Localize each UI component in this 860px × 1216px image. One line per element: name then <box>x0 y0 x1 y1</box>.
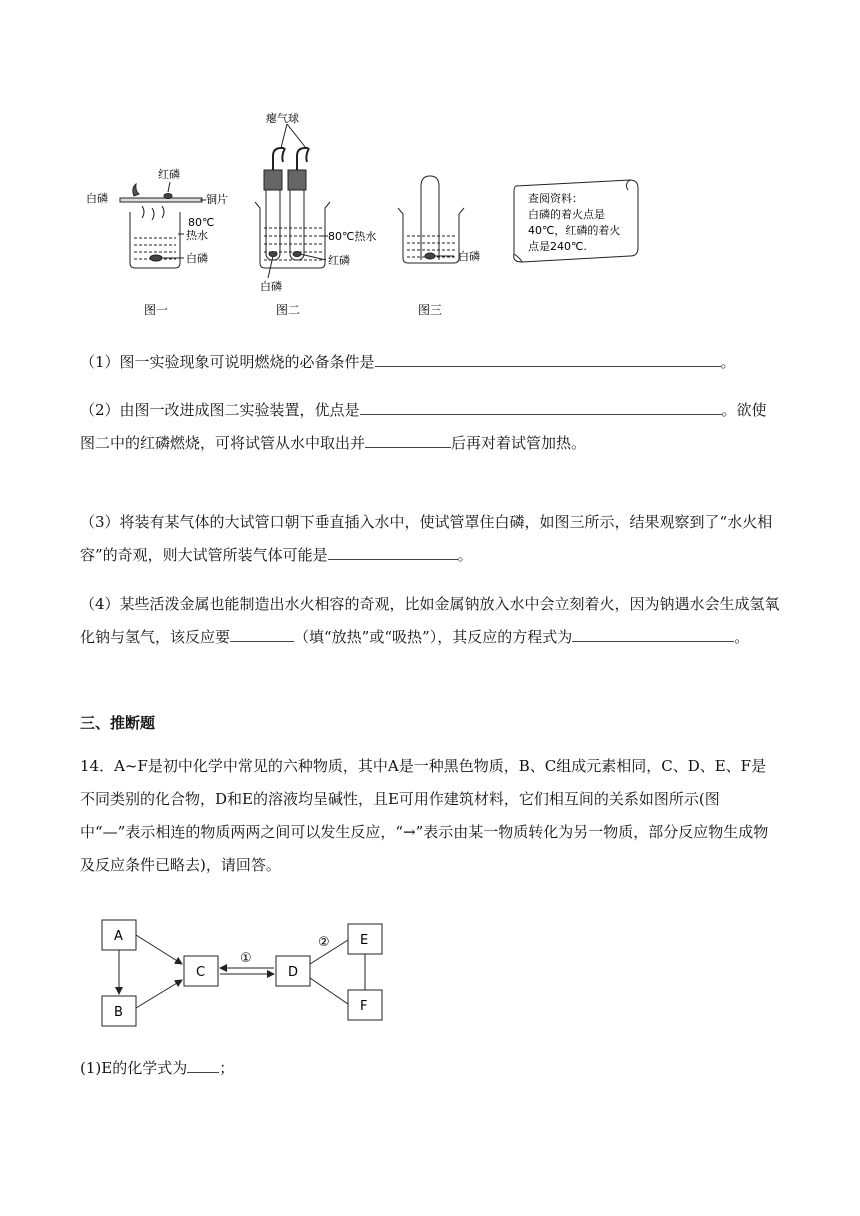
figure-three <box>398 176 464 263</box>
question-14 <box>80 750 780 882</box>
node-e-label: E <box>360 933 369 948</box>
reaction-mark-1: ① <box>240 951 252 966</box>
q1-end: 。 <box>720 353 736 371</box>
arrow-b-to-c <box>136 980 182 1008</box>
q14-sub1-end: ； <box>219 1059 235 1077</box>
section-heading: 三、推断题 <box>80 714 156 732</box>
question-14-sub-1 <box>80 1052 780 1085</box>
node-a-label: A <box>114 929 123 944</box>
reaction-mark-2: ② <box>318 935 330 950</box>
fig3-caption: 图三 <box>418 303 443 317</box>
scroll-line-4: 点是240℃. <box>528 240 587 253</box>
q2-part2: 。欲使图二中的红磷燃烧，可将试管从水中取出并 <box>80 401 767 452</box>
fig2-red-p-label: 红磷 <box>328 254 350 267</box>
arrow-a-to-c <box>136 935 182 964</box>
q3-end: 。 <box>457 546 473 564</box>
fig1-hot-water-label: 热水 <box>186 229 208 242</box>
fig1-white-p-label: 白磷 <box>86 192 108 205</box>
q3-text: （3）将装有某气体的大试管口朝下垂直插入水中，使试管罩住白磷，如图三所示，结果观察到了“水火相容”的奇观，则大试管所装气体可能是 <box>80 513 773 564</box>
q2-part1: （2）由图一改进成图二实验装置，优点是 <box>80 401 360 419</box>
q14-sub1-answer-blank[interactable] <box>187 1055 219 1073</box>
q1-answer-blank[interactable] <box>375 349 721 367</box>
q4-part2: （填“放热”或“吸热”），其反应的方程式为 <box>294 628 573 646</box>
scroll-line-3: 40℃，红磷的着火 <box>528 224 621 237</box>
question-3 <box>80 506 780 572</box>
node-b-label: B <box>114 1005 123 1020</box>
q14-sub1-text: (1)E的化学式为 <box>80 1059 188 1077</box>
link-d-f <box>310 978 348 1004</box>
q4-answer-blank-1[interactable] <box>230 624 294 642</box>
q2-answer-blank-2[interactable] <box>365 430 451 448</box>
question-4 <box>80 588 780 654</box>
q2-answer-blank-1[interactable] <box>360 397 722 415</box>
fig1-caption: 图一 <box>144 303 169 317</box>
fig2-caption: 图二 <box>276 303 301 317</box>
q2-part3: 后再对着试管加热。 <box>451 434 587 452</box>
fig3-white-p-label: 白磷 <box>458 250 480 263</box>
fig1-copper-label: 铜片 <box>206 193 228 206</box>
q4-end: 。 <box>734 628 750 646</box>
node-f-label: F <box>360 999 368 1014</box>
flame-icon <box>133 184 139 196</box>
fig2-balloon-label: 瘪气球 <box>266 112 299 125</box>
q4-answer-blank-2[interactable] <box>572 624 734 642</box>
fig1-white-p-bottom-label: 白磷 <box>186 252 208 265</box>
relationship-diagram <box>92 918 392 1028</box>
fig2-hot-water-label: 80℃热水 <box>328 230 377 243</box>
scroll-line-2: 白磷的着火点是 <box>528 208 605 221</box>
fig2-white-p-label: 白磷 <box>260 280 282 293</box>
fig1-temp-label: 80℃ <box>188 216 215 229</box>
q3-answer-blank[interactable] <box>328 542 458 560</box>
figure-two <box>255 124 330 278</box>
q1-text: （1）图一实验现象可说明燃烧的必备条件是 <box>80 353 375 371</box>
node-c-label: C <box>196 965 206 980</box>
question-2 <box>80 394 780 460</box>
fig1-red-p-label: 红磷 <box>158 168 180 181</box>
question-1 <box>80 346 780 379</box>
scroll-line-1: 查阅资料： <box>528 192 583 205</box>
q4-part1: （4）某些活泼金属也能制造出水火相容的奇观，比如金属钠放入水中会立刻着火，因为钠遇水会生成氢氧化钠与氢气，该反应要 <box>80 595 780 646</box>
node-d-label: D <box>288 965 299 980</box>
experiment-figures <box>82 108 652 330</box>
q14-text: 14．A~F是初中化学中常见的六种物质，其中A是一种黑色物质，B、C组成元素相同，C、D、E、F是不同类别的化合物，D和E的溶液均呈碱性，且E可用作建筑材料，它们相互间的关系如图所示(图中“—”表示相连的物质两两之间可以发生反应，“→”表示由某一物质转化为另一物质，部分反应物生成物及反应条件已略去)，请回答。 <box>80 757 769 874</box>
